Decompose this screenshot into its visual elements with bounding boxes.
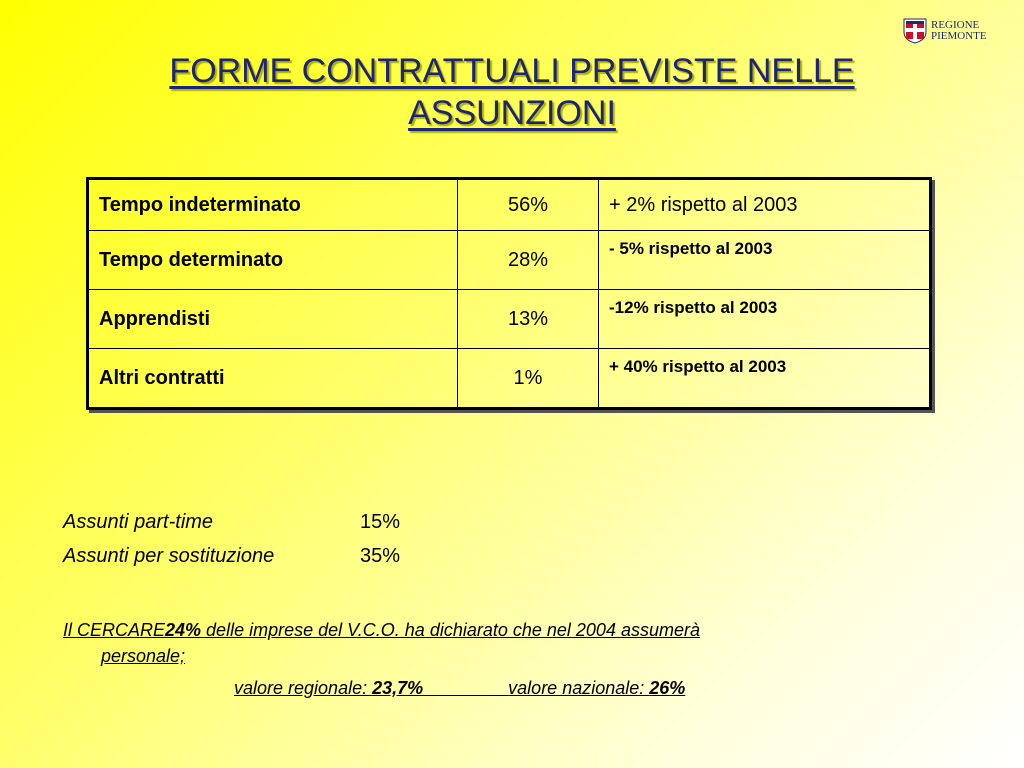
change-cell: - 5% rispetto al 2003 <box>599 231 931 290</box>
title-line1: FORME CONTRATTUALI PREVISTE NELLE <box>169 52 855 90</box>
substitution-label: Assunti per sostituzione <box>63 545 275 567</box>
contract-type-cell: Tempo determinato <box>88 231 458 290</box>
cercare-note <box>63 617 963 669</box>
contract-types-table <box>86 177 932 410</box>
note-highlight: 24% <box>165 620 202 640</box>
logo-line2: PIEMONTE <box>931 30 987 42</box>
note-line1 <box>63 617 963 643</box>
regional-label: valore regionale: <box>234 678 373 698</box>
regional-value: 23,7% <box>372 678 424 698</box>
table-row <box>88 231 931 290</box>
percent-cell: 56% <box>458 179 599 231</box>
part-time-label: Assunti part-time <box>63 511 214 533</box>
national-value: 26% <box>649 678 686 698</box>
substitution-row <box>63 539 400 573</box>
national-label: valore nazionale: <box>508 678 650 698</box>
change-cell: -12% rispetto al 2003 <box>599 290 931 349</box>
percent-cell: 28% <box>458 231 599 290</box>
table-row <box>88 349 931 409</box>
regione-piemonte-logo <box>903 16 995 46</box>
change-cell: + 40% rispetto al 2003 <box>599 349 931 409</box>
change-cell: + 2% rispetto al 2003 <box>599 179 931 231</box>
part-time-value: 15% <box>360 511 401 533</box>
substitution-value: 35% <box>360 545 401 567</box>
hiring-stats <box>63 505 400 573</box>
logo-text <box>931 20 987 42</box>
note-line2: personale; <box>101 646 186 666</box>
page-title <box>0 50 1024 134</box>
table-row <box>88 179 931 231</box>
table-row <box>88 290 931 349</box>
regione-piemonte-shield-icon <box>903 18 927 44</box>
logo-line1: REGIONE <box>931 19 980 31</box>
part-time-row <box>63 505 400 539</box>
contract-type-cell: Tempo indeterminato <box>88 179 458 231</box>
note-suffix: delle imprese del V.C.O. ha dichiarato che nel 2004 assumerà <box>201 620 700 640</box>
percent-cell: 1% <box>458 349 599 409</box>
title-line2: ASSUNZIONI <box>408 94 616 132</box>
contract-type-cell: Apprendisti <box>88 290 458 349</box>
contract-type-cell: Altri contratti <box>88 349 458 409</box>
note-prefix: Il CERCARE <box>63 620 166 640</box>
comparison-values <box>234 678 685 699</box>
percent-cell: 13% <box>458 290 599 349</box>
